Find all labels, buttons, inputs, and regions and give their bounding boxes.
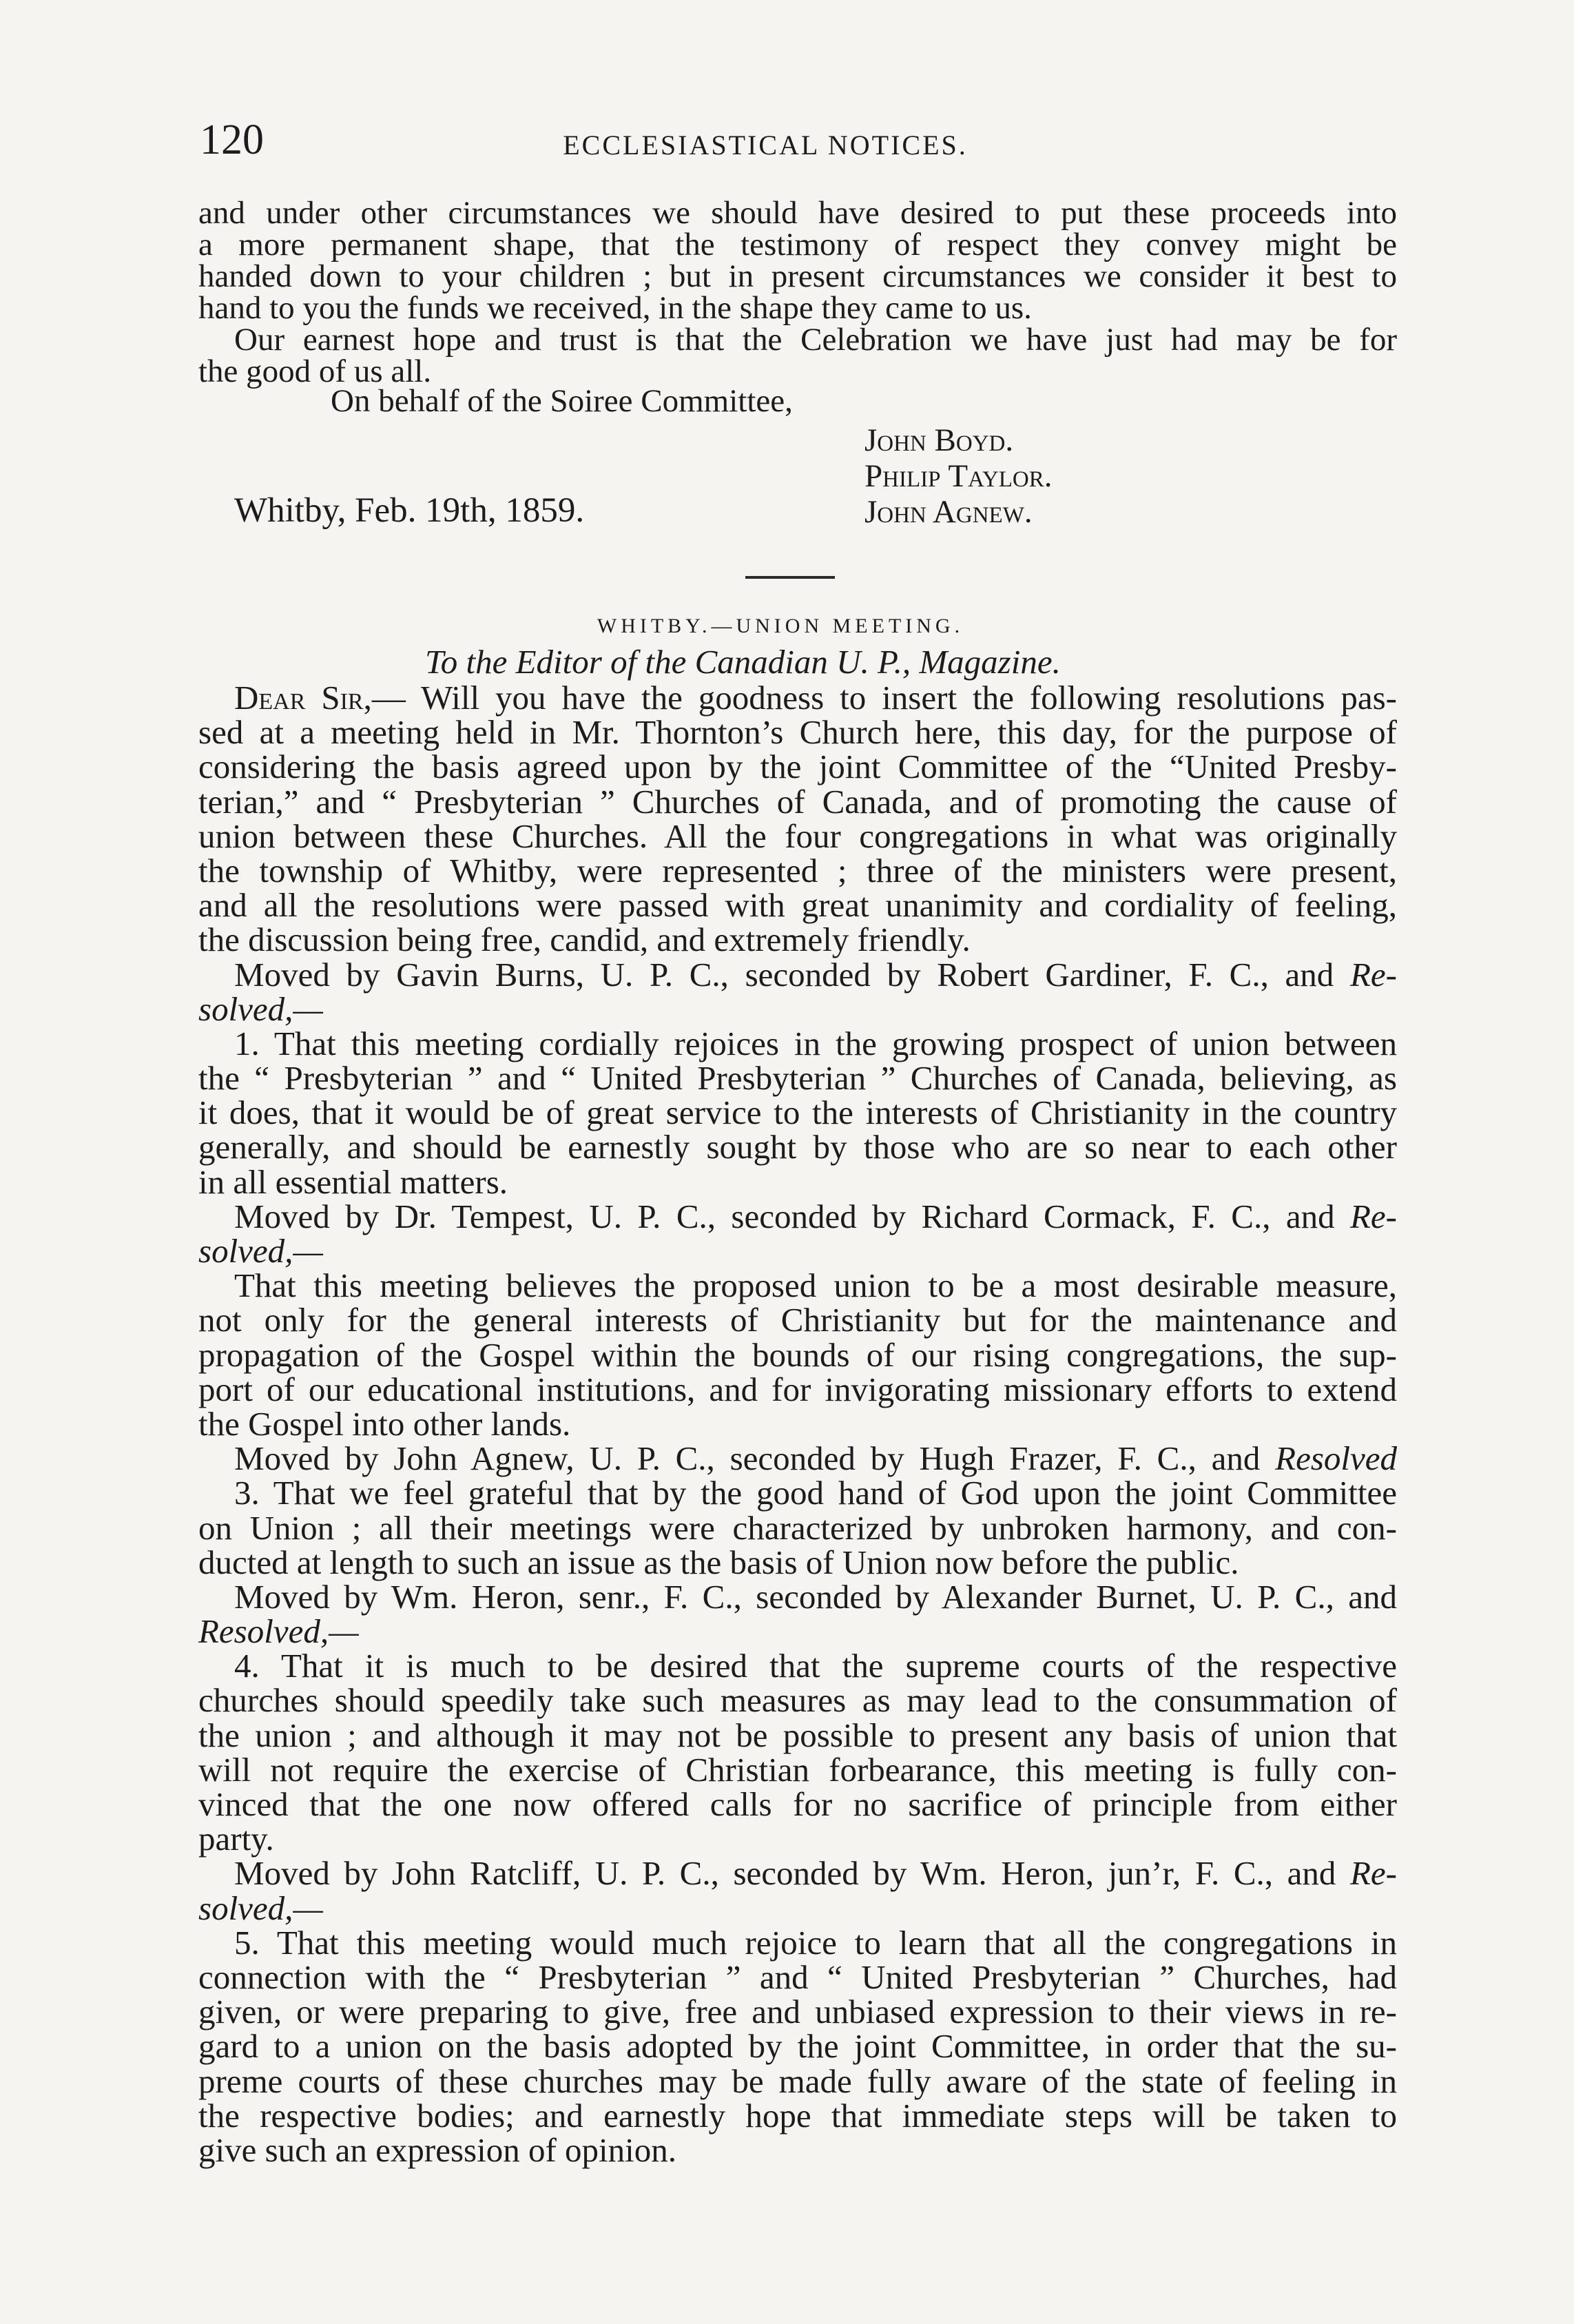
resolution-line: the “ Presbyterian ” and “ United Presbyterian ” Churches of Canada, believing, as [198, 1059, 1397, 1098]
resolution-line: the respective bodies; and earnestly hope that immediate steps will be taken to [198, 2096, 1397, 2135]
resolution-line: preme courts of these churches may be made fully aware of the state of feeling in [198, 2061, 1397, 2100]
article-line [198, 681, 1397, 715]
resolution-line: propagation of the Gospel within the bounds of our rising congregations, the sup- [198, 1335, 1397, 1374]
motion-line [198, 1197, 1397, 1235]
article-line: the township of Whitby, were represented ; three of the ministers were present, [198, 851, 1397, 890]
resolution-line: 3. That we feel grateful that by the good hand of God upon the joint Committee [234, 1474, 1397, 1512]
resolution-line: it does, that it would be of great service to the interests of Christianity in the country [198, 1093, 1397, 1132]
resolution-line: generally, and should be earnestly sought by those who are so near to each other [198, 1128, 1397, 1166]
signatory-name: John Agnew. [864, 494, 1033, 530]
closing-line: On behalf of the Soiree Committee, [331, 383, 793, 419]
resolution-line: the union ; and although it may not be possible to present any basis of union that [198, 1716, 1397, 1754]
running-title: ECCLESIASTICAL NOTICES. [563, 130, 968, 161]
article-line: sed at a meeting held in Mr. Thornton’s Church here, this day, for the purpose of [198, 713, 1397, 752]
place-date: Whitby, Feb. 19th, 1859. [234, 491, 585, 530]
motion-line: Moved by Wm. Heron, senr., F. C., seconded by Alexander Burnet, U. P. C., and [234, 1577, 1397, 1616]
motion-line [198, 1856, 1397, 1891]
resolution-line: give such an expression of opinion. [198, 2130, 677, 2169]
resolution-line: connection with the “ Presbyterian ” and “ United Presbyterian ” Churches, had [198, 1957, 1397, 1996]
resolution-line: ducted at length to such an issue as the basis of Union now before the public. [198, 1543, 1239, 1581]
resolution-line: 5. That this meeting would much rejoice to learn that all the congregations in [234, 1923, 1397, 1962]
resolution-line: the Gospel into other lands. [198, 1404, 571, 1443]
resolution-line: will not require the exercise of Christian forbearance, this meeting is fully con- [198, 1750, 1397, 1789]
motion-text: Moved by John Ratcliff, U. P. C., seconded by Wm. Heron, jun’r, F. C., and [234, 1854, 1350, 1893]
resolved-italic: solved,— [198, 1232, 323, 1270]
resolution-line: port of our educational institutions, and for invigorating missionary efforts to extend [198, 1370, 1397, 1408]
salutation: Dear Sir,— [234, 679, 406, 717]
resolution-line: gard to a union on the basis adopted by the joint Committee, in order that the su- [198, 2027, 1397, 2066]
motion-line [198, 1441, 1397, 1476]
resolution-line: not only for the general interests of Christianity but for the maintenance and [198, 1301, 1397, 1339]
article-text: Will you have the goodness to insert the following resolutions pas- [420, 679, 1397, 717]
resolution-line: 4. That it is much to be desired that the supreme courts of the respective [234, 1647, 1397, 1685]
article-body [198, 681, 1397, 2168]
resolution-line: vinced that the one now offered calls for no sacrifice of principle from either [198, 1785, 1397, 1823]
letter-line: and under other circumstances we should have desired to put these proceeds into [198, 195, 1397, 231]
resolved-italic: Resolved,— [198, 1612, 359, 1651]
motion-line [198, 955, 1397, 994]
resolution-line: given, or were preparing to give, free and unbiased expression to their views in re- [198, 1993, 1397, 2031]
motion-text: Moved by Dr. Tempest, U. P. C., seconded by Richard Cormack, F. C., and [234, 1197, 1350, 1235]
article-line: terian,” and “ Presbyterian ” Churches of Canada, and of promoting the cause of [198, 782, 1397, 821]
article-line: considering the basis agreed upon by the joint Committee of the “United Presby- [198, 748, 1397, 786]
article-line: the discussion being free, candid, and extremely friendly. [198, 921, 971, 959]
resolution-line: on Union ; all their meetings were characterized by unbroken harmony, and con- [198, 1508, 1397, 1547]
resolution-line: churches should speedily take such measures as may lead to the consummation of [198, 1681, 1397, 1720]
resolved-italic: Re- [1350, 955, 1397, 994]
letter-line: hand to you the funds we received, in the shape they came to us. [198, 290, 1032, 326]
resolved-italic: Resolved [1275, 1439, 1397, 1478]
resolved-italic: Re- [1350, 1854, 1397, 1893]
resolution-line: That this meeting believes the proposed union to be a most desirable measure, [234, 1266, 1397, 1305]
motion-text: Moved by John Agnew, U. P. C., seconded by Hugh Frazer, F. C., and [234, 1439, 1276, 1478]
signatory-name: John Boyd. [864, 422, 1014, 458]
resolved-italic: solved,— [198, 1889, 323, 1927]
letter-line: handed down to your children ; but in present circumstances we consider it best to [198, 258, 1397, 294]
resolution-line: 1. That this meeting cordially rejoices in the growing prospect of union between [234, 1024, 1397, 1062]
resolved-italic: Re- [1350, 1197, 1397, 1235]
signatory-name: Philip Taylor. [864, 458, 1053, 494]
resolution-line: in all essential matters. [198, 1162, 508, 1201]
addressee-line: To the Editor of the Canadian U. P., Magazine. [425, 643, 1061, 681]
article-line: union between these Churches. All the four congregations in what was originally [198, 816, 1397, 855]
article-heading: WHITBY.—UNION MEETING. [597, 615, 964, 637]
resolved-italic: solved,— [198, 989, 323, 1028]
motion-text: Moved by Gavin Burns, U. P. C., seconded by Robert Gardiner, F. C., and [234, 955, 1350, 994]
resolution-line: party. [198, 1820, 274, 1858]
letter-line: a more permanent shape, that the testimony of respect they convey might be [198, 227, 1397, 263]
letter-line: the good of us all. [198, 353, 432, 389]
letter-line: Our earnest hope and trust is that the Celebration we have just had may be for [234, 322, 1397, 358]
article-line: and all the resolutions were passed with great unanimity and cordiality of feeling, [198, 886, 1397, 925]
letter-body [198, 197, 1397, 387]
page-number: 120 [200, 116, 264, 163]
section-rule [745, 576, 835, 579]
